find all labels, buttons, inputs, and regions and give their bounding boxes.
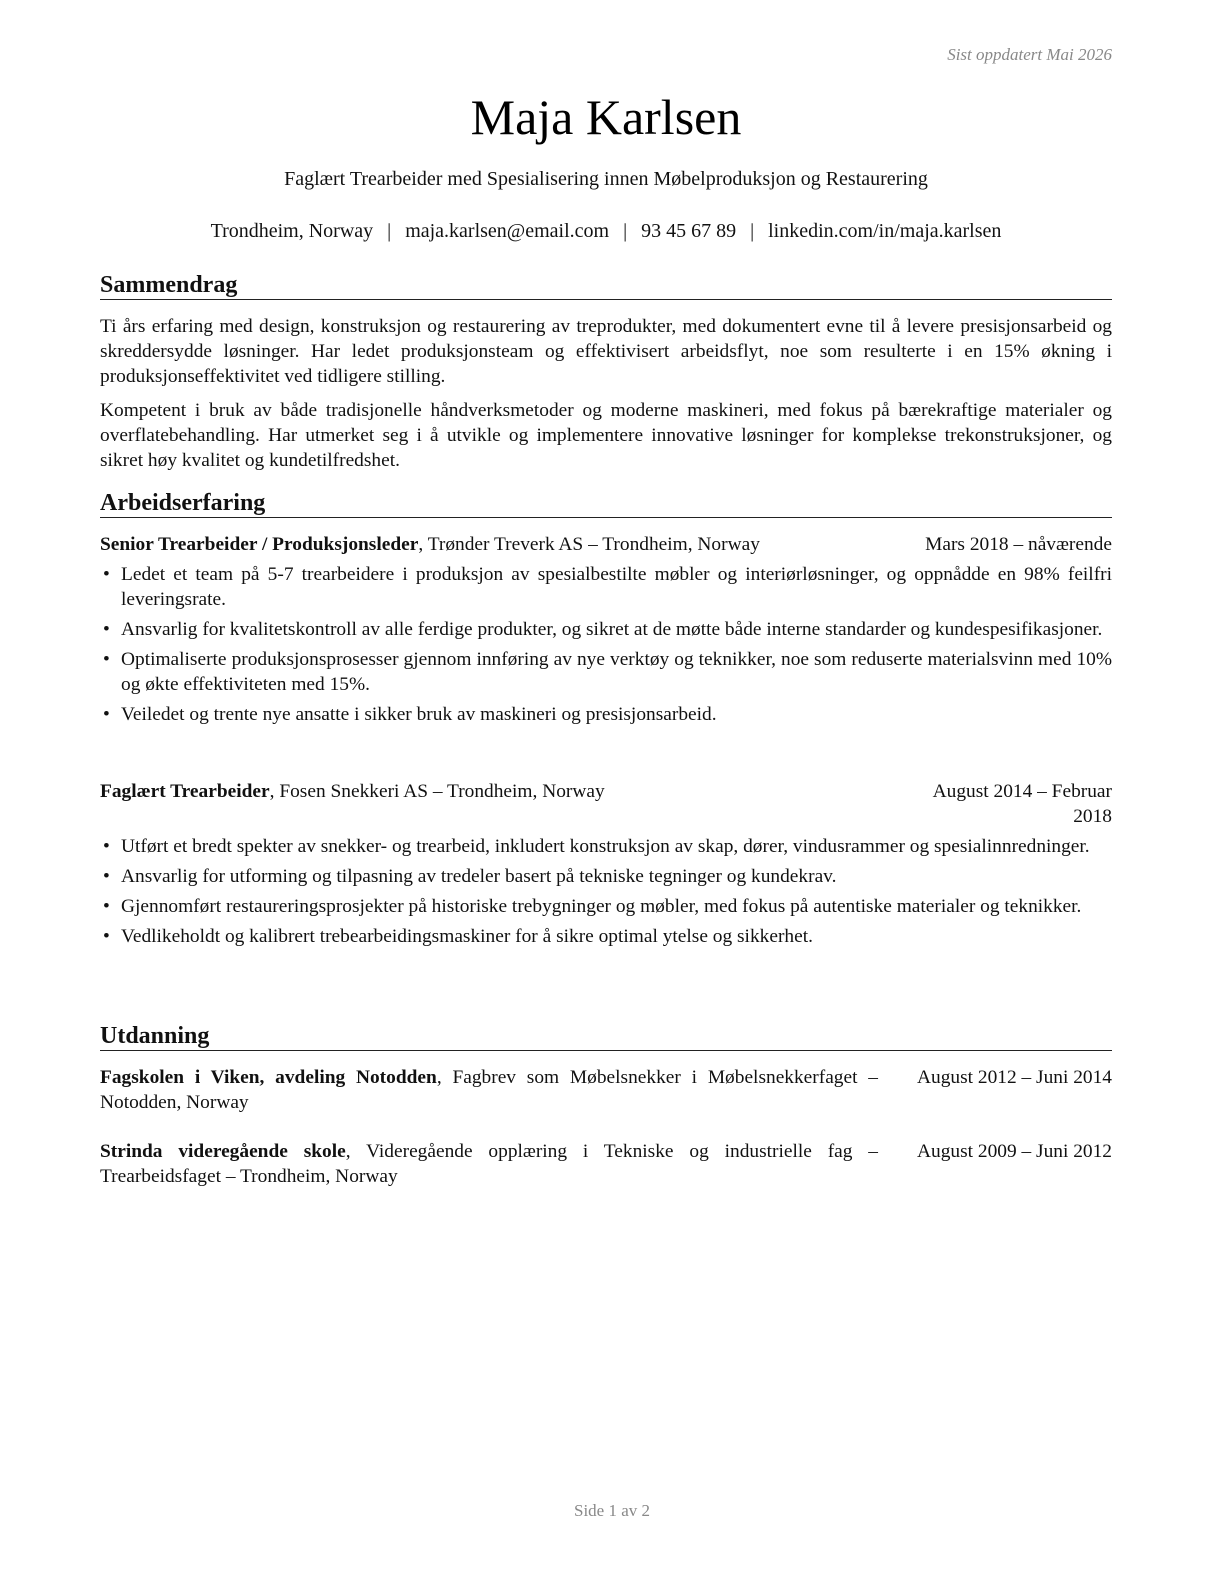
bullet-item [100, 562, 1112, 612]
job-role: Senior Trearbeider / Produksjonsleder [100, 534, 419, 555]
bullet-icon: • [103, 866, 110, 887]
education-detail: , Fagbrev som Møbelsnekker i Møbelsnekkerfaget – Notodden, Norway [100, 1067, 878, 1113]
bullet-text: Ledet et team på 5-7 trearbeidere i produksjon av spesialbestilte møbler og interiørløsninger, og oppnådde en 98% feilfri leveringsrate. [121, 564, 1112, 610]
job-dates-line-2: 2018 [1073, 806, 1112, 827]
page-number: Side 1 av 2 [573, 1501, 651, 1520]
bullet-item [100, 924, 1112, 949]
education-item [100, 1065, 1112, 1115]
bullet-icon: • [103, 619, 110, 640]
bullet-icon: • [103, 896, 110, 917]
bullet-item [100, 702, 1112, 727]
job-bullets [100, 562, 1112, 732]
education-detail: , Videregående opplæring i Tekniske og industrielle fag – Trearbeidsfaget – Trondheim, Norway [100, 1141, 878, 1187]
job-company: , Fosen Snekkeri AS – Trondheim, Norway [269, 781, 605, 802]
experience-heading: Arbeidserfaring [100, 489, 1112, 518]
contact-linkedin[interactable]: linkedin.com/in/maja.karlsen [768, 220, 1002, 242]
job-company: , Trønder Treverk AS – Trondheim, Norway [418, 534, 760, 555]
bullet-text: Ansvarlig for kvalitetskontroll av alle ferdige produkter, og sikret at de møtte både interne standarder og kundespesifikasjoner. [121, 619, 1103, 640]
bullet-item [100, 617, 1112, 642]
education-item [100, 1139, 1112, 1189]
job-dates: Mars 2018 – nåværende [925, 534, 1112, 555]
education-dates: August 2009 – Juni 2012 [917, 1141, 1112, 1162]
candidate-name: Maja Karlsen [470, 89, 742, 145]
education-text [100, 1065, 878, 1115]
bullet-item [100, 864, 1112, 889]
bullet-icon: • [103, 649, 110, 670]
contact-phone: 93 45 67 89 [641, 220, 737, 242]
education-school: Strinda videregående skole [100, 1141, 346, 1162]
bullet-text: Optimaliserte produksjonsprosesser gjennom innføring av nye verktøy og teknikker, noe som reduserte materialsvinn med 10% og økte effektiviteten med 15%. [121, 649, 1112, 695]
education-school: Fagskolen i Viken, avdeling Notodden [100, 1067, 437, 1088]
bullet-icon: • [103, 836, 110, 857]
bullet-icon: • [103, 564, 110, 585]
headline: Faglært Trearbeider med Spesialisering innen Møbelproduksjon og Restaurering [284, 168, 928, 190]
job-header [100, 532, 1112, 557]
bullet-text: Vedlikeholdt og kalibrert trebearbeidingsmaskiner for å sikre optimal ytelse og sikkerhet. [121, 926, 813, 947]
bullet-text: Veiledet og trente nye ansatte i sikker bruk av maskineri og presisjonsarbeid. [121, 704, 717, 725]
bullet-item [100, 834, 1112, 859]
job-dates-line-1: August 2014 – Februar [932, 781, 1112, 802]
contact-separator: | [387, 220, 392, 242]
education-text [100, 1139, 878, 1189]
contact-location: Trondheim, Norway [210, 220, 374, 242]
job-header [100, 779, 1112, 827]
bullet-icon: • [103, 704, 110, 725]
education-dates: August 2012 – Juni 2014 [917, 1067, 1112, 1088]
contact-line [100, 219, 1112, 243]
bullet-icon: • [103, 926, 110, 947]
education-heading: Utdanning [100, 1022, 1112, 1051]
summary-paragraph-1: Ti års erfaring med design, konstruksjon og restaurering av treprodukter, med dokumentert evne til å levere presisjonsarbeid og skreddersydde løsninger. Har ledet produksjonsteam og effektivisert arbeidsflyt, noe som resulterte i en 15% økning i produksjonseffektivitet ved tidligere stilling. [100, 316, 1112, 387]
bullet-text: Gjennomført restaureringsprosjekter på historiske trebygninger og møbler, med fokus på autentiske materialer og teknikker. [121, 896, 1082, 917]
bullet-text: Utført et bredt spekter av snekker- og trearbeid, inkludert konstruksjon av skap, dører, vindusrammer og spesialinnredninger. [121, 836, 1090, 857]
contact-email[interactable]: maja.karlsen@email.com [405, 220, 610, 242]
last-updated: Sist oppdatert Mai 2026 [947, 45, 1112, 64]
contact-separator: | [623, 220, 628, 242]
job-bullets [100, 834, 1112, 954]
summary-paragraph-2: Kompetent i bruk av både tradisjonelle håndverksmetoder og moderne maskineri, med fokus på bærekraftige materialer og overflatebehandling. Har utmerket seg i å utvikle og implementere innovative løsninger for komplekse trekonstruksjoner, og sikret høy kvalitet og kundetilfredshet. [100, 400, 1112, 471]
bullet-item [100, 647, 1112, 697]
contact-separator: | [750, 220, 755, 242]
job-dates [933, 779, 1112, 829]
bullet-item [100, 894, 1112, 919]
job-role: Faglært Trearbeider [100, 781, 270, 802]
bullet-text: Ansvarlig for utforming og tilpasning av tredeler basert på tekniske tegninger og kundekrav. [121, 866, 837, 887]
summary-heading: Sammendrag [100, 271, 1112, 300]
